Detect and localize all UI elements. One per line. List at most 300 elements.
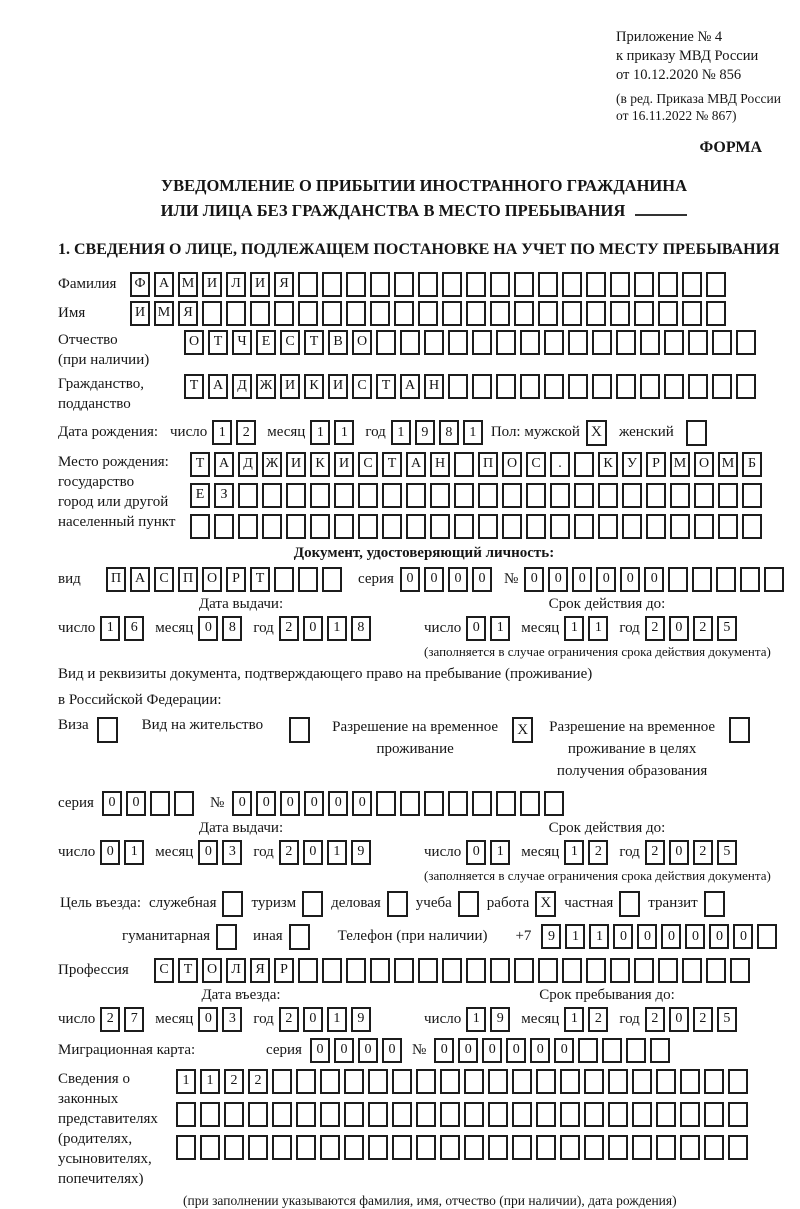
char-box[interactable]	[536, 1069, 556, 1094]
char-box[interactable]	[544, 374, 564, 399]
char-box[interactable]	[586, 272, 606, 297]
char-box[interactable]	[442, 272, 462, 297]
char-box[interactable]	[286, 483, 306, 508]
purpose-other-checkbox[interactable]	[289, 924, 310, 950]
char-box[interactable]: И	[250, 272, 270, 297]
char-box[interactable]: 0	[637, 924, 657, 949]
char-box[interactable]	[322, 272, 342, 297]
char-box[interactable]	[632, 1135, 652, 1160]
char-box[interactable]	[514, 301, 534, 326]
char-box[interactable]	[562, 272, 582, 297]
char-box[interactable]	[622, 514, 642, 539]
char-box[interactable]	[418, 272, 438, 297]
char-box[interactable]: 0	[334, 1038, 354, 1063]
char-box[interactable]	[248, 1135, 268, 1160]
char-box[interactable]: 0	[524, 567, 544, 592]
char-box[interactable]	[296, 1069, 316, 1094]
char-box[interactable]: 0	[530, 1038, 550, 1063]
char-box[interactable]	[694, 483, 714, 508]
char-box[interactable]: 0	[198, 1007, 218, 1032]
char-box[interactable]: Ж	[256, 374, 276, 399]
char-box[interactable]	[394, 272, 414, 297]
char-box[interactable]: З	[214, 483, 234, 508]
char-box[interactable]: А	[208, 374, 228, 399]
char-box[interactable]	[272, 1102, 292, 1127]
char-box[interactable]	[668, 567, 688, 592]
char-box[interactable]	[298, 567, 318, 592]
char-box[interactable]	[272, 1069, 292, 1094]
char-box[interactable]: 0	[328, 791, 348, 816]
char-box[interactable]: 1	[391, 420, 411, 445]
char-box[interactable]	[248, 1102, 268, 1127]
char-box[interactable]	[622, 483, 642, 508]
char-box[interactable]: У	[622, 452, 642, 477]
char-box[interactable]	[632, 1069, 652, 1094]
char-box[interactable]	[440, 1135, 460, 1160]
char-box[interactable]	[610, 301, 630, 326]
char-box[interactable]	[602, 1038, 622, 1063]
char-box[interactable]: В	[328, 330, 348, 355]
char-box[interactable]: 0	[434, 1038, 454, 1063]
char-box[interactable]	[400, 791, 420, 816]
char-box[interactable]: Д	[238, 452, 258, 477]
char-box[interactable]: 0	[256, 791, 276, 816]
char-box[interactable]	[320, 1135, 340, 1160]
char-box[interactable]	[640, 330, 660, 355]
char-box[interactable]	[322, 301, 342, 326]
char-box[interactable]	[272, 1135, 292, 1160]
char-box[interactable]: 0	[506, 1038, 526, 1063]
char-box[interactable]	[680, 1135, 700, 1160]
char-box[interactable]	[626, 1038, 646, 1063]
char-box[interactable]: 0	[198, 840, 218, 865]
char-box[interactable]: 0	[661, 924, 681, 949]
char-box[interactable]: 2	[100, 1007, 120, 1032]
char-box[interactable]: Я	[274, 272, 294, 297]
char-box[interactable]	[610, 958, 630, 983]
char-box[interactable]	[496, 330, 516, 355]
char-box[interactable]: 0	[424, 567, 444, 592]
char-box[interactable]: А	[406, 452, 426, 477]
char-box[interactable]	[560, 1069, 580, 1094]
char-box[interactable]: О	[352, 330, 372, 355]
char-box[interactable]: И	[328, 374, 348, 399]
char-box[interactable]	[174, 791, 194, 816]
char-box[interactable]	[488, 1069, 508, 1094]
char-box[interactable]	[490, 301, 510, 326]
char-box[interactable]: 0	[310, 1038, 330, 1063]
sex-female-checkbox[interactable]	[686, 420, 707, 446]
char-box[interactable]	[454, 483, 474, 508]
char-box[interactable]: 2	[224, 1069, 244, 1094]
char-box[interactable]: 7	[124, 1007, 144, 1032]
char-box[interactable]: Р	[226, 567, 246, 592]
char-box[interactable]	[298, 301, 318, 326]
char-box[interactable]: П	[106, 567, 126, 592]
char-box[interactable]	[608, 1069, 628, 1094]
char-box[interactable]	[262, 483, 282, 508]
char-box[interactable]: 0	[669, 840, 689, 865]
visa-checkbox[interactable]	[97, 717, 118, 743]
char-box[interactable]	[382, 483, 402, 508]
char-box[interactable]: Л	[226, 272, 246, 297]
char-box[interactable]	[274, 301, 294, 326]
char-box[interactable]: С	[352, 374, 372, 399]
char-box[interactable]	[466, 301, 486, 326]
char-box[interactable]	[640, 374, 660, 399]
char-box[interactable]	[472, 330, 492, 355]
char-box[interactable]	[358, 483, 378, 508]
char-box[interactable]: 2	[236, 420, 256, 445]
char-box[interactable]: Ж	[262, 452, 282, 477]
char-box[interactable]	[394, 301, 414, 326]
char-box[interactable]	[478, 514, 498, 539]
char-box[interactable]	[224, 1135, 244, 1160]
char-box[interactable]	[392, 1102, 412, 1127]
char-box[interactable]	[592, 374, 612, 399]
char-box[interactable]: 5	[717, 616, 737, 641]
char-box[interactable]	[176, 1102, 196, 1127]
char-box[interactable]	[442, 301, 462, 326]
char-box[interactable]	[448, 374, 468, 399]
char-box[interactable]: Н	[424, 374, 444, 399]
char-box[interactable]: 9	[490, 1007, 510, 1032]
char-box[interactable]: 1	[463, 420, 483, 445]
char-box[interactable]: 0	[100, 840, 120, 865]
char-box[interactable]	[574, 483, 594, 508]
char-box[interactable]: 1	[589, 924, 609, 949]
char-box[interactable]	[262, 514, 282, 539]
char-box[interactable]	[664, 330, 684, 355]
char-box[interactable]	[688, 330, 708, 355]
char-box[interactable]	[712, 374, 732, 399]
char-box[interactable]	[742, 514, 762, 539]
residence-permit-checkbox[interactable]	[289, 717, 310, 743]
char-box[interactable]	[704, 1102, 724, 1127]
char-box[interactable]	[238, 514, 258, 539]
char-box[interactable]: 0	[596, 567, 616, 592]
char-box[interactable]: О	[694, 452, 714, 477]
char-box[interactable]: Д	[232, 374, 252, 399]
char-box[interactable]: Т	[190, 452, 210, 477]
char-box[interactable]	[584, 1102, 604, 1127]
char-box[interactable]: 0	[644, 567, 664, 592]
char-box[interactable]	[322, 958, 342, 983]
char-box[interactable]	[310, 483, 330, 508]
char-box[interactable]	[520, 791, 540, 816]
char-box[interactable]	[568, 374, 588, 399]
char-box[interactable]: О	[184, 330, 204, 355]
char-box[interactable]: 5	[717, 1007, 737, 1032]
char-box[interactable]	[562, 958, 582, 983]
char-box[interactable]	[320, 1102, 340, 1127]
char-box[interactable]: 1	[310, 420, 330, 445]
char-box[interactable]: 9	[415, 420, 435, 445]
char-box[interactable]	[544, 791, 564, 816]
char-box[interactable]: Р	[646, 452, 666, 477]
char-box[interactable]: М	[178, 272, 198, 297]
char-box[interactable]	[598, 514, 618, 539]
char-box[interactable]: 0	[466, 840, 486, 865]
char-box[interactable]	[202, 301, 222, 326]
char-box[interactable]: Я	[250, 958, 270, 983]
char-box[interactable]: О	[502, 452, 522, 477]
char-box[interactable]	[536, 1135, 556, 1160]
char-box[interactable]: 2	[645, 616, 665, 641]
char-box[interactable]	[406, 514, 426, 539]
char-box[interactable]	[454, 452, 474, 477]
char-box[interactable]: И	[280, 374, 300, 399]
char-box[interactable]	[514, 272, 534, 297]
char-box[interactable]	[464, 1102, 484, 1127]
char-box[interactable]: 2	[279, 616, 299, 641]
char-box[interactable]	[538, 958, 558, 983]
char-box[interactable]	[550, 483, 570, 508]
char-box[interactable]	[562, 301, 582, 326]
char-box[interactable]: 0	[448, 567, 468, 592]
char-box[interactable]	[520, 374, 540, 399]
char-box[interactable]	[512, 1102, 532, 1127]
char-box[interactable]: Е	[256, 330, 276, 355]
char-box[interactable]: Т	[178, 958, 198, 983]
char-box[interactable]: 0	[382, 1038, 402, 1063]
char-box[interactable]	[706, 301, 726, 326]
char-box[interactable]	[730, 958, 750, 983]
char-box[interactable]	[764, 567, 784, 592]
char-box[interactable]: 1	[100, 616, 120, 641]
char-box[interactable]: А	[400, 374, 420, 399]
char-box[interactable]: 2	[693, 1007, 713, 1032]
char-box[interactable]: Б	[742, 452, 762, 477]
char-box[interactable]	[464, 1135, 484, 1160]
char-box[interactable]	[704, 1135, 724, 1160]
char-box[interactable]	[574, 452, 594, 477]
char-box[interactable]	[656, 1069, 676, 1094]
char-box[interactable]	[430, 483, 450, 508]
char-box[interactable]	[716, 567, 736, 592]
char-box[interactable]	[320, 1069, 340, 1094]
char-box[interactable]	[634, 301, 654, 326]
char-box[interactable]	[416, 1069, 436, 1094]
char-box[interactable]	[382, 514, 402, 539]
char-box[interactable]	[742, 483, 762, 508]
char-box[interactable]	[416, 1135, 436, 1160]
char-box[interactable]	[536, 1102, 556, 1127]
char-box[interactable]	[346, 272, 366, 297]
char-box[interactable]: 0	[303, 840, 323, 865]
char-box[interactable]	[250, 301, 270, 326]
temp-residence-education-checkbox[interactable]	[729, 717, 750, 743]
char-box[interactable]	[736, 374, 756, 399]
char-box[interactable]: 1	[327, 1007, 347, 1032]
char-box[interactable]	[578, 1038, 598, 1063]
char-box[interactable]	[560, 1135, 580, 1160]
char-box[interactable]: 0	[352, 791, 372, 816]
char-box[interactable]: О	[202, 958, 222, 983]
char-box[interactable]: 0	[620, 567, 640, 592]
char-box[interactable]	[274, 567, 294, 592]
char-box[interactable]: 8	[222, 616, 242, 641]
char-box[interactable]	[664, 374, 684, 399]
char-box[interactable]	[586, 301, 606, 326]
char-box[interactable]: 1	[327, 616, 347, 641]
temp-residence-checkbox[interactable]: X	[512, 717, 533, 743]
char-box[interactable]	[392, 1135, 412, 1160]
char-box[interactable]: Т	[184, 374, 204, 399]
char-box[interactable]	[464, 1069, 484, 1094]
char-box[interactable]	[568, 330, 588, 355]
char-box[interactable]	[310, 514, 330, 539]
char-box[interactable]	[226, 301, 246, 326]
char-box[interactable]	[466, 958, 486, 983]
char-box[interactable]	[706, 272, 726, 297]
char-box[interactable]	[608, 1102, 628, 1127]
char-box[interactable]	[718, 483, 738, 508]
char-box[interactable]	[646, 483, 666, 508]
char-box[interactable]: Т	[250, 567, 270, 592]
char-box[interactable]	[296, 1102, 316, 1127]
char-box[interactable]: 2	[693, 840, 713, 865]
char-box[interactable]: 0	[198, 616, 218, 641]
char-box[interactable]	[682, 958, 702, 983]
char-box[interactable]: М	[154, 301, 174, 326]
char-box[interactable]: 1	[124, 840, 144, 865]
char-box[interactable]	[656, 1135, 676, 1160]
char-box[interactable]: Т	[208, 330, 228, 355]
char-box[interactable]	[560, 1102, 580, 1127]
char-box[interactable]: И	[334, 452, 354, 477]
char-box[interactable]	[334, 483, 354, 508]
char-box[interactable]	[706, 958, 726, 983]
char-box[interactable]	[736, 330, 756, 355]
purpose-official-checkbox[interactable]	[222, 891, 243, 917]
char-box[interactable]	[238, 483, 258, 508]
char-box[interactable]: .	[550, 452, 570, 477]
char-box[interactable]: 8	[351, 616, 371, 641]
char-box[interactable]	[682, 301, 702, 326]
char-box[interactable]	[394, 958, 414, 983]
char-box[interactable]	[656, 1102, 676, 1127]
char-box[interactable]: 0	[303, 1007, 323, 1032]
char-box[interactable]: 0	[482, 1038, 502, 1063]
char-box[interactable]: С	[280, 330, 300, 355]
char-box[interactable]	[728, 1135, 748, 1160]
char-box[interactable]: 1	[212, 420, 232, 445]
char-box[interactable]	[200, 1135, 220, 1160]
char-box[interactable]: 0	[232, 791, 252, 816]
char-box[interactable]	[544, 330, 564, 355]
char-box[interactable]	[370, 301, 390, 326]
char-box[interactable]	[442, 958, 462, 983]
char-box[interactable]	[682, 272, 702, 297]
char-box[interactable]: К	[598, 452, 618, 477]
char-box[interactable]: 0	[304, 791, 324, 816]
purpose-private-checkbox[interactable]	[619, 891, 640, 917]
char-box[interactable]	[728, 1102, 748, 1127]
char-box[interactable]	[520, 330, 540, 355]
char-box[interactable]: А	[214, 452, 234, 477]
char-box[interactable]	[496, 791, 516, 816]
char-box[interactable]	[586, 958, 606, 983]
purpose-work-checkbox[interactable]: X	[535, 891, 556, 917]
char-box[interactable]	[634, 272, 654, 297]
char-box[interactable]	[538, 301, 558, 326]
char-box[interactable]	[454, 514, 474, 539]
purpose-tourism-checkbox[interactable]	[302, 891, 323, 917]
char-box[interactable]	[608, 1135, 628, 1160]
char-box[interactable]: 1	[564, 840, 584, 865]
char-box[interactable]	[368, 1069, 388, 1094]
char-box[interactable]	[488, 1135, 508, 1160]
char-box[interactable]	[344, 1135, 364, 1160]
char-box[interactable]: 0	[303, 616, 323, 641]
char-box[interactable]: 1	[490, 840, 510, 865]
char-box[interactable]: 2	[588, 840, 608, 865]
char-box[interactable]	[592, 330, 612, 355]
char-box[interactable]: 8	[439, 420, 459, 445]
char-box[interactable]: М	[670, 452, 690, 477]
char-box[interactable]	[584, 1069, 604, 1094]
char-box[interactable]: 0	[458, 1038, 478, 1063]
char-box[interactable]: Ч	[232, 330, 252, 355]
char-box[interactable]	[514, 958, 534, 983]
char-box[interactable]: 2	[279, 1007, 299, 1032]
char-box[interactable]: Е	[190, 483, 210, 508]
char-box[interactable]	[757, 924, 777, 949]
char-box[interactable]	[616, 374, 636, 399]
char-box[interactable]	[574, 514, 594, 539]
char-box[interactable]	[740, 567, 760, 592]
char-box[interactable]: 1	[334, 420, 354, 445]
char-box[interactable]: 0	[709, 924, 729, 949]
char-box[interactable]: 9	[541, 924, 561, 949]
char-box[interactable]	[418, 958, 438, 983]
char-box[interactable]: 0	[358, 1038, 378, 1063]
char-box[interactable]	[692, 567, 712, 592]
char-box[interactable]: И	[130, 301, 150, 326]
char-box[interactable]: 0	[472, 567, 492, 592]
char-box[interactable]: Я	[178, 301, 198, 326]
char-box[interactable]: 1	[564, 616, 584, 641]
char-box[interactable]: И	[286, 452, 306, 477]
char-box[interactable]	[322, 567, 342, 592]
char-box[interactable]	[488, 1102, 508, 1127]
char-box[interactable]: П	[178, 567, 198, 592]
char-box[interactable]: 1	[588, 616, 608, 641]
char-box[interactable]: Р	[274, 958, 294, 983]
char-box[interactable]	[368, 1102, 388, 1127]
char-box[interactable]	[632, 1102, 652, 1127]
char-box[interactable]: Л	[226, 958, 246, 983]
char-box[interactable]: 0	[548, 567, 568, 592]
char-box[interactable]	[670, 514, 690, 539]
purpose-transit-checkbox[interactable]	[704, 891, 725, 917]
char-box[interactable]	[296, 1135, 316, 1160]
char-box[interactable]	[718, 514, 738, 539]
char-box[interactable]	[430, 514, 450, 539]
char-box[interactable]: 1	[564, 1007, 584, 1032]
char-box[interactable]	[680, 1069, 700, 1094]
char-box[interactable]: К	[304, 374, 324, 399]
char-box[interactable]	[704, 1069, 724, 1094]
char-box[interactable]: 0	[102, 791, 122, 816]
char-box[interactable]	[190, 514, 210, 539]
char-box[interactable]	[344, 1102, 364, 1127]
char-box[interactable]: А	[130, 567, 150, 592]
char-box[interactable]	[538, 272, 558, 297]
char-box[interactable]	[496, 374, 516, 399]
char-box[interactable]: Т	[382, 452, 402, 477]
